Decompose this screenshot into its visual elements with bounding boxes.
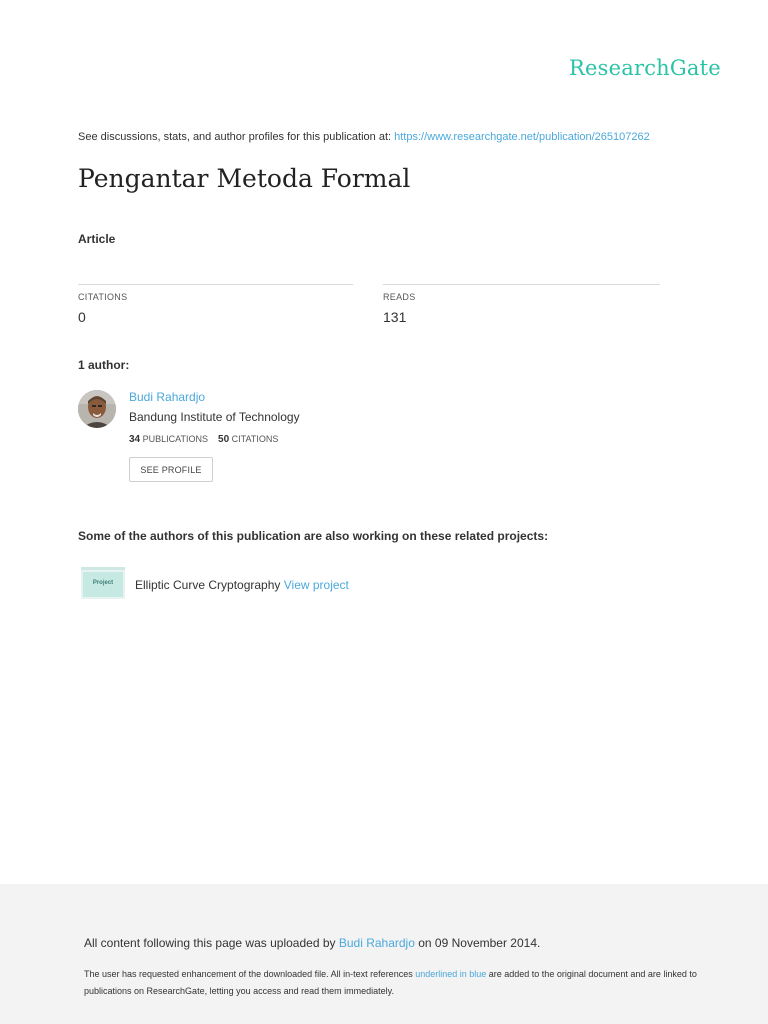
- reads-value: 131: [383, 309, 407, 325]
- view-project-link[interactable]: View project: [283, 578, 349, 592]
- discussions-prefix: See discussions, stats, and author profiles for this publication at:: [78, 131, 395, 143]
- publication-url-link[interactable]: https://www.researchgate.net/publication/265107262: [394, 131, 650, 143]
- author-photo-icon: [78, 390, 116, 428]
- see-profile-button[interactable]: SEE PROFILE: [129, 457, 213, 482]
- reads-label: READS: [383, 292, 416, 302]
- project-entry: [135, 578, 349, 592]
- uploaded-prefix: All content following this page was uploaded by: [84, 936, 339, 950]
- authors-heading: 1 author:: [78, 358, 130, 372]
- researchgate-logo[interactable]: ResearchGate: [569, 56, 721, 80]
- project-thumb-label: Project: [92, 580, 114, 586]
- citations-label: CITATIONS: [78, 292, 128, 302]
- author-citations-label: CITATIONS: [231, 434, 279, 444]
- underlined-in-blue-link[interactable]: underlined in blue: [415, 969, 487, 979]
- notice-text-2: are added to the original document and are linked to publications on ResearchGate, letting you access and read them immediately.: [84, 969, 697, 996]
- citations-value: 0: [78, 309, 86, 325]
- related-projects-heading: Some of the authors of this publication are also working on these related projects:: [78, 529, 549, 543]
- project-name: Elliptic Curve Cryptography: [135, 578, 284, 592]
- uploader-link[interactable]: Budi Rahardjo: [338, 936, 415, 950]
- citations-divider: [78, 284, 353, 285]
- enhancement-notice: [84, 966, 704, 1000]
- publication-type: Article: [78, 232, 116, 246]
- author-stats: [129, 434, 278, 445]
- author-name-link[interactable]: Budi Rahardjo: [129, 390, 206, 404]
- author-publications-count: 34: [129, 434, 141, 445]
- author-affiliation: Bandung Institute of Technology: [129, 410, 300, 424]
- uploaded-line: [84, 936, 540, 950]
- author-publications-label: PUBLICATIONS: [142, 434, 208, 444]
- discussions-line: [78, 131, 650, 143]
- author-avatar[interactable]: [78, 390, 116, 428]
- reads-divider: [383, 284, 660, 285]
- page-title: Pengantar Metoda Formal: [78, 164, 411, 193]
- project-thumbnail[interactable]: [81, 566, 125, 599]
- notice-text-1: The user has requested enhancement of the downloaded file. All in-text references: [84, 969, 416, 979]
- footer: [0, 884, 768, 1024]
- author-citations-count: 50: [218, 434, 230, 445]
- uploaded-suffix: on 09 November 2014.: [414, 936, 541, 950]
